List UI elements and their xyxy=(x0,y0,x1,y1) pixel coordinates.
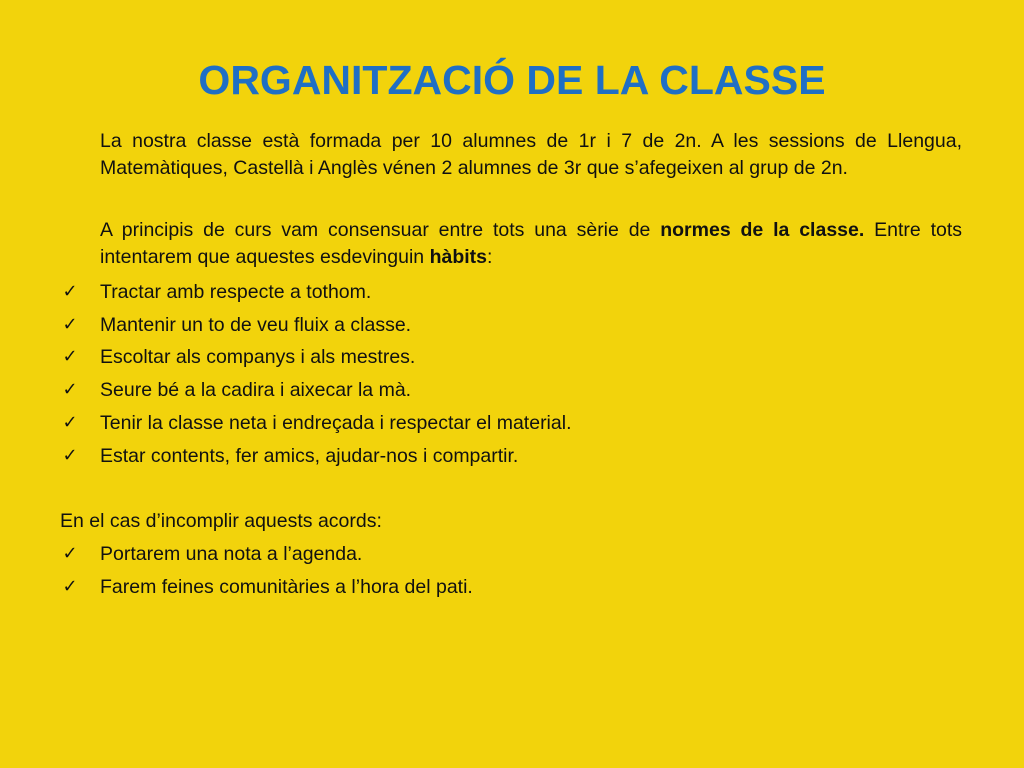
rules-intro-paragraph xyxy=(100,217,962,270)
consequence-item xyxy=(60,541,960,567)
rule-text: Tractar amb respecte a tothom. xyxy=(100,281,372,303)
consequence-item xyxy=(60,574,960,600)
check-icon: ✓ xyxy=(62,576,78,597)
rules-intro-text-start: A principis de curs vam consensuar entre tots una sèrie de xyxy=(100,219,661,241)
slide-title: ORGANITZACIÓ DE LA CLASSE xyxy=(198,57,826,103)
rule-text: Seure bé a la cadira i aixecar la mà. xyxy=(100,379,412,401)
rule-item xyxy=(60,279,960,305)
rule-text: Tenir la classe neta i endreçada i respectar el material. xyxy=(100,412,572,434)
rule-item xyxy=(60,312,960,338)
rule-text: Estar contents, fer amics, ajudar-nos i compartir. xyxy=(100,445,519,467)
rule-item xyxy=(60,410,960,436)
consequence-text: Farem feines comunitàries a l’hora del pati. xyxy=(100,576,473,598)
check-icon: ✓ xyxy=(62,543,78,564)
rule-item xyxy=(60,443,960,469)
check-icon: ✓ xyxy=(62,445,78,466)
rules-intro-bold-normes: normes de la classe. xyxy=(660,219,865,241)
rule-item xyxy=(60,344,960,370)
rules-intro-text-middle: Entre tots intentarem que aquestes esdevinguin xyxy=(100,219,962,268)
check-icon: ✓ xyxy=(62,346,78,367)
check-icon: ✓ xyxy=(62,281,78,302)
intro-paragraph: La nostra classe està formada per 10 alumnes de 1r i 7 de 2n. A les sessions de Llengua, Matemàtiques, Castellà i Anglès vénen 2 alumnes de 3r que s’afegeixen al grup de 2n. xyxy=(100,130,962,179)
rule-item xyxy=(60,377,960,403)
rule-text: Mantenir un to de veu fluix a classe. xyxy=(100,314,412,336)
check-icon: ✓ xyxy=(62,314,78,335)
consequences-intro: En el cas d’incomplir aquests acords: xyxy=(60,510,382,532)
rules-intro-bold-habits: hàbits xyxy=(429,245,487,268)
rule-text: Escoltar als companys i als mestres. xyxy=(100,346,416,368)
check-icon: ✓ xyxy=(62,379,78,400)
check-icon: ✓ xyxy=(62,412,78,433)
consequence-text: Portarem una nota a l’agenda. xyxy=(100,543,363,565)
rules-intro-text-end: : xyxy=(487,245,493,268)
